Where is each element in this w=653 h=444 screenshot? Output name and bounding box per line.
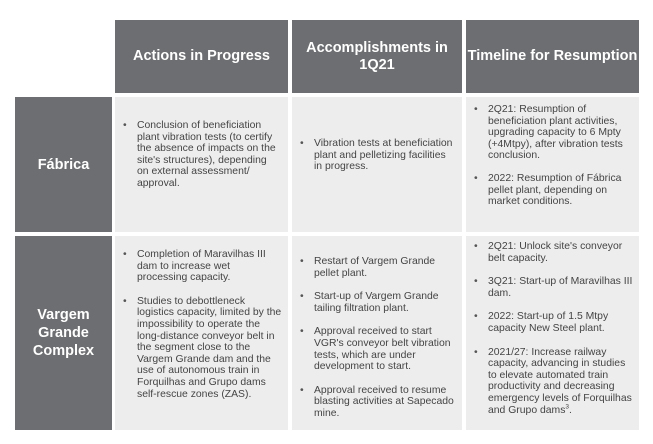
list-item: • 2022: Resumption of Fábrica pellet plant, depending on market conditions. [488,173,636,208]
list-item: • Conclusion of beneficiation plant vibration tests (to certify the absence of impacts on the site's structures), depending on external assessment/ approval. [137,120,280,190]
vargem-actions-cell [115,236,288,430]
vargem-accomplishments-list [292,256,457,420]
fabrica-accomplishments-cell [292,97,462,232]
list-item: • Approval received to start VGR's conveyor belt vibration tests, which are under development to start. [314,326,457,372]
list-item: • Vibration tests at beneficiation plant and pelletizing facilities in progress. [314,138,454,173]
header-timeline: Timeline for Resumption [466,20,639,93]
list-item: • 2Q21: Unlock site's conveyor belt capacity. [488,241,636,264]
fabrica-accomplishments-list [292,138,454,173]
vargem-accomplishments-cell [292,236,462,430]
footnote-marker: 3 [565,403,570,411]
vargem-timeline-cell [466,236,639,430]
header-accomplishments: Accomplishments in 1Q21 [292,20,462,93]
list-item: • Completion of Maravilhas III dam to increase wet processing capacity. [137,249,282,284]
list-item: • Restart of Vargem Grande pellet plant. [314,256,457,279]
list-item: • Approval received to resume blasting activities at Sapecado mine. [314,385,457,420]
header-actions-in-progress: Actions in Progress [115,20,288,93]
row-header-fabrica: Fábrica [15,97,112,232]
list-item: • 2021/27: Increase railway capacity, advancing in studies to elevate automated train productivity and decreasing emergency levels of Forquilhas and Grupo dams$^3$. [488,347,636,417]
fabrica-actions-list [115,120,280,190]
vargem-actions-list [115,249,282,400]
fabrica-actions-cell [115,97,288,232]
list-item: • 2Q21: Resumption of beneficiation plant activities, upgrading capacity to 6 Mpty (+4Mtpy), after vibration tests conclusion. [488,104,636,162]
fabrica-timeline-list [466,104,636,208]
list-item: • 2022: Start-up of 1.5 Mtpy capacity New Steel plant. [488,311,636,334]
vargem-timeline-list [466,241,636,416]
fabrica-timeline-cell [466,97,639,232]
row-header-vargem-grande-complex: Vargem Grande Complex [15,236,112,430]
list-item: • Start-up of Vargem Grande tailing filtration plant. [314,291,457,314]
list-item: • 3Q21: Start-up of Maravilhas III dam. [488,276,636,299]
list-item: • Studies to debottleneck logistics capacity, limited by the impossibility to operate the long-distance conveyor belt in the segment close to the Vargem Grande dam and the use of autonomous train in Forquilhas and Grupo dams self-rescue zones (ZAS). [137,296,282,400]
